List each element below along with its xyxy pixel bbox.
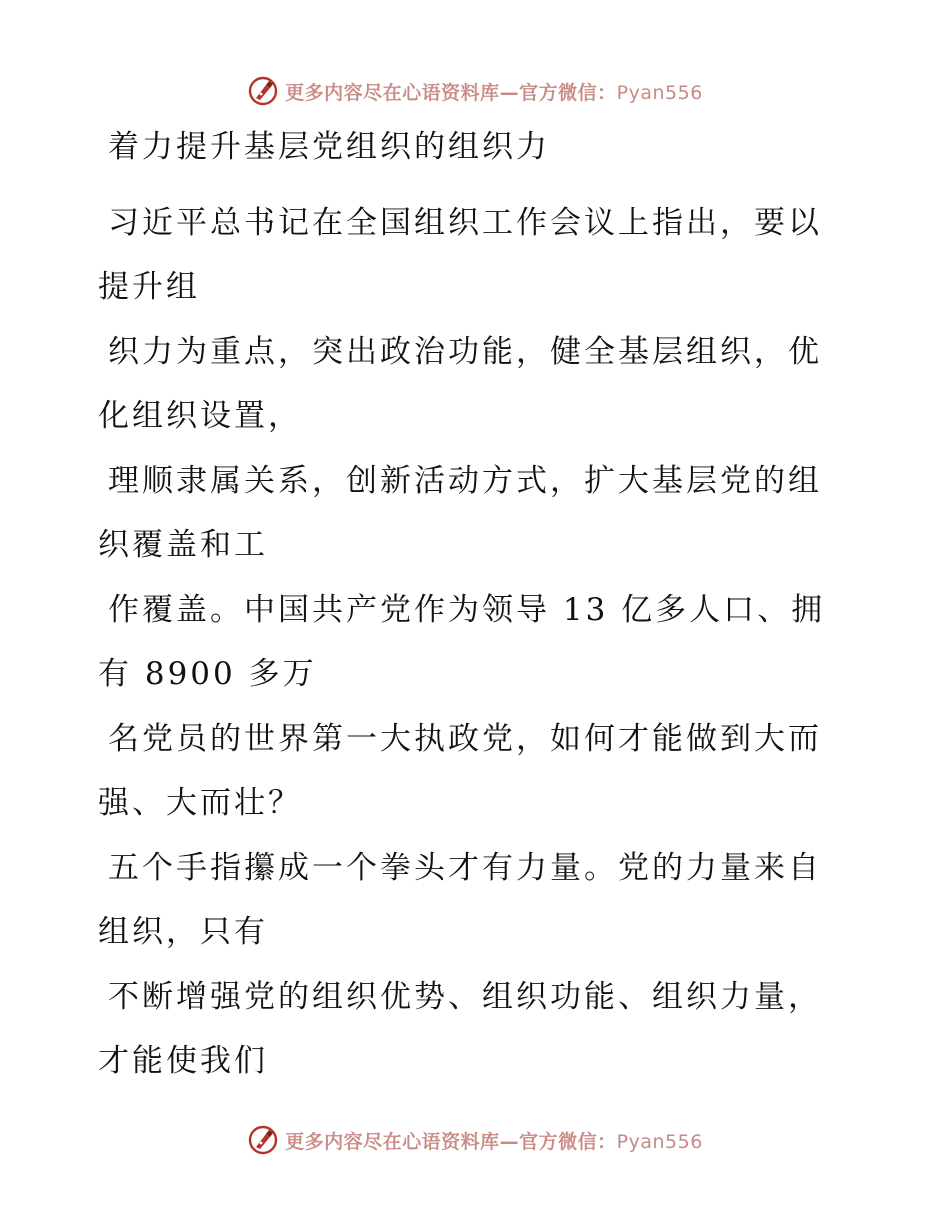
document-title: 着力提升基层党组织的组织力 bbox=[108, 129, 550, 165]
header-watermark bbox=[0, 71, 950, 111]
paragraph-line: 不断增强党的组织优势、组织功能、组织力量， bbox=[108, 979, 822, 1015]
paragraph-line: 习近平总书记在全国组织工作会议上指出，要以 bbox=[108, 205, 822, 241]
paragraph bbox=[98, 320, 838, 448]
document-body bbox=[98, 124, 838, 1094]
paragraph-line: 织力为重点，突出政治功能，健全基层组织，优 bbox=[108, 334, 822, 370]
paragraph-line: 提升组 bbox=[98, 269, 200, 305]
pen-nib-logo-icon bbox=[247, 75, 279, 107]
watermark-text: 更多内容尽在心语资料库—官方微信：Pyan556 bbox=[285, 1130, 703, 1153]
watermark-account: Pyan556 bbox=[616, 81, 703, 104]
paragraph-line: 理顺隶属关系，创新活动方式，扩大基层党的组 bbox=[108, 463, 822, 499]
paragraph-line: 强、大而壮？ bbox=[98, 785, 302, 821]
watermark-account: Pyan556 bbox=[616, 1130, 703, 1153]
paragraph-line: 组织，只有 bbox=[98, 914, 268, 950]
paragraph-line: 织覆盖和工 bbox=[98, 527, 268, 563]
pen-nib-logo-icon bbox=[247, 1124, 279, 1156]
paragraph bbox=[98, 965, 838, 1093]
paragraph bbox=[98, 836, 838, 964]
paragraph-line: 才能使我们 bbox=[98, 1043, 268, 1079]
paragraph-line: 作覆盖。中国共产党作为领导 13 亿多人口、拥 bbox=[108, 592, 826, 628]
watermark-text: 更多内容尽在心语资料库—官方微信：Pyan556 bbox=[285, 81, 703, 104]
paragraph bbox=[98, 191, 838, 319]
footer-watermark bbox=[0, 1120, 950, 1160]
paragraph-line: 化组织设置， bbox=[98, 398, 302, 434]
paragraph-line: 有 8900 多万 bbox=[98, 656, 317, 692]
paragraph bbox=[98, 578, 838, 706]
paragraph bbox=[98, 707, 838, 835]
paragraph bbox=[98, 449, 838, 577]
paragraph-line: 五个手指攥成一个拳头才有力量。党的力量来自 bbox=[108, 850, 822, 886]
paragraph-line: 名党员的世界第一大执政党，如何才能做到大而 bbox=[108, 721, 822, 757]
